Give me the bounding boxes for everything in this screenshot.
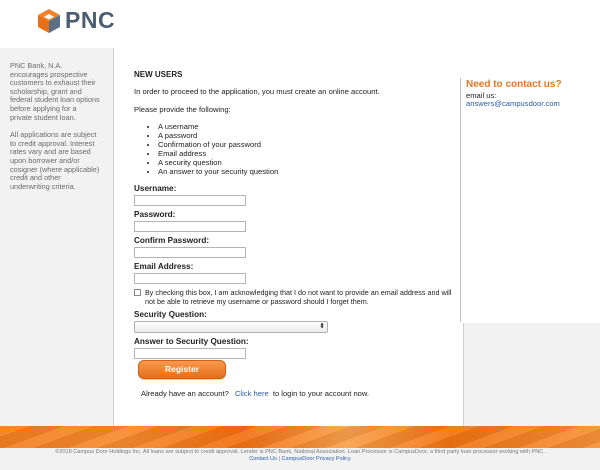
security-question-label: Security Question: bbox=[134, 310, 207, 320]
disclosure-paragraph: PNC Bank, N.A. encourages prospective customers to exhaust their scholarship, grant and federal student loan options before applying for a private student loan. bbox=[10, 61, 100, 122]
disclosure-paragraph: All applications are subject to credit approval. Interest rates vary and are based upon borrower and/or cosigner (where applicable) credit and other underwriting criteria. bbox=[10, 130, 100, 191]
form-intro: In order to proceed to the application, you must create an online account. bbox=[134, 87, 380, 96]
login-prompt bbox=[141, 389, 369, 398]
contact-divider bbox=[460, 78, 461, 322]
no-email-checkbox-label: By checking this box, I am acknowledging that I do not want to provide an email address and will not be able to retrieve my username or password should I forget them. bbox=[145, 288, 452, 307]
contact-title: Need to contact us? bbox=[466, 79, 562, 90]
page-body bbox=[0, 48, 600, 426]
login-text: to login to your account now. bbox=[272, 389, 370, 398]
login-link[interactable]: Click here bbox=[234, 389, 269, 398]
username-label: Username: bbox=[134, 184, 177, 194]
disclosure-sidebar bbox=[10, 62, 100, 200]
answer-input[interactable] bbox=[134, 348, 246, 359]
already-text: Already have an account? bbox=[141, 389, 229, 398]
form-provide: Please provide the following: bbox=[134, 105, 231, 114]
password-label: Password: bbox=[134, 210, 176, 220]
no-email-checkbox[interactable] bbox=[134, 289, 141, 296]
updown-arrow-icon: ⬍ bbox=[319, 323, 325, 331]
email-input[interactable] bbox=[134, 273, 246, 284]
header bbox=[0, 0, 600, 49]
requirements-list bbox=[134, 123, 454, 176]
form-title: NEW USERS bbox=[134, 70, 183, 79]
pnc-logo-icon bbox=[36, 8, 62, 34]
pnc-logo[interactable] bbox=[36, 7, 115, 34]
registration-form bbox=[134, 70, 454, 359]
username-input[interactable] bbox=[134, 195, 246, 206]
confirm-password-label: Confirm Password: bbox=[134, 236, 210, 246]
contact-us-link[interactable]: Contact Us bbox=[249, 456, 277, 462]
register-button[interactable]: Register bbox=[138, 360, 226, 379]
email-label: Email Address: bbox=[134, 262, 194, 272]
footer bbox=[0, 448, 600, 470]
list-item: • Email address bbox=[158, 150, 454, 159]
orange-banner bbox=[0, 426, 600, 448]
list-item: • A password bbox=[158, 132, 454, 141]
security-question-select[interactable] bbox=[134, 321, 328, 333]
answer-label: Answer to Security Question: bbox=[134, 337, 249, 347]
footer-separator: | bbox=[278, 456, 280, 462]
contact-email-label: email us: bbox=[466, 91, 497, 100]
list-item: • A username bbox=[158, 123, 454, 132]
main-panel bbox=[113, 48, 464, 426]
contact-panel bbox=[462, 48, 600, 323]
contact-email-link[interactable]: answers@campusdoor.com bbox=[466, 99, 560, 108]
list-item: • Confirmation of your password bbox=[158, 141, 454, 150]
list-item: • An answer to your security question bbox=[158, 168, 454, 177]
password-input[interactable] bbox=[134, 221, 246, 232]
confirm-password-input[interactable] bbox=[134, 247, 246, 258]
privacy-policy-link[interactable]: CampusDoor Privacy Policy bbox=[281, 456, 351, 462]
footer-text: ©2018 Campus Door Holdings Inc. All loans are subject to credit approval. Lender is PNC Bank, National Association. Loan Processor is CampusDoor, a third party loan processor working with PNC. bbox=[55, 449, 545, 455]
list-item: • A security question bbox=[158, 159, 454, 168]
footer-links bbox=[0, 456, 600, 463]
logo-text: PNC bbox=[65, 7, 116, 33]
no-email-row bbox=[134, 288, 454, 306]
